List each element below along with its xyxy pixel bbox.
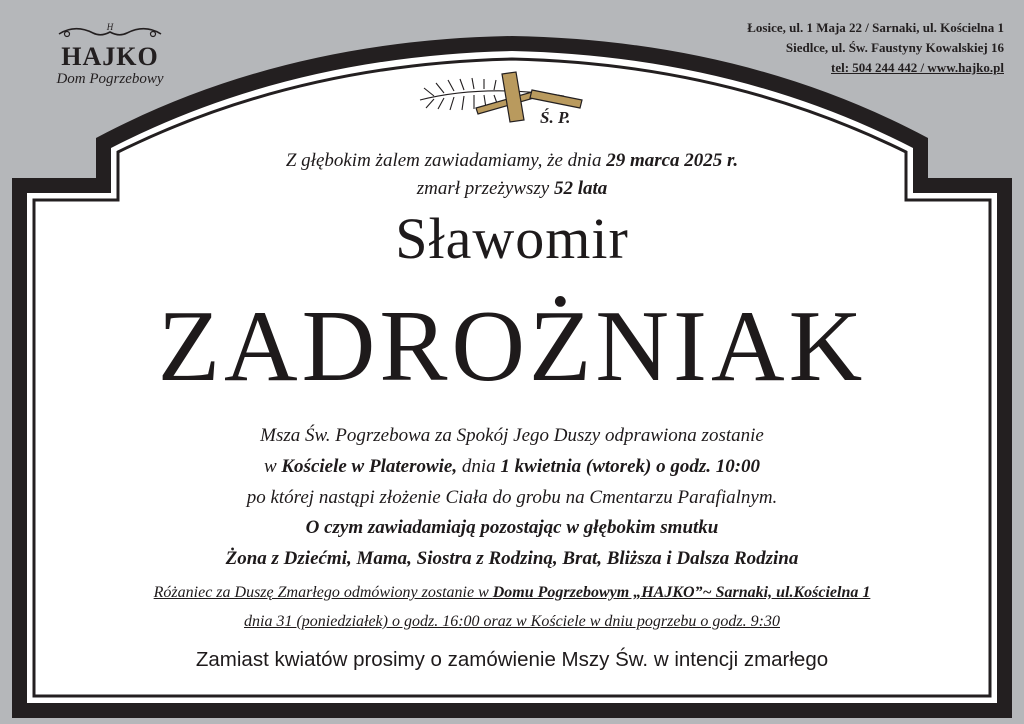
age-text: zmarł przeżywszy (416, 178, 554, 199)
age-value: 52 lata (553, 178, 608, 199)
mass-prefix: w (263, 456, 282, 477)
intro-text: Z głębokim żalem zawiadamiamy, że dnia (285, 150, 607, 171)
death-announcement (60, 147, 964, 203)
logo-name: HAJKO (61, 42, 159, 71)
funeral-home-logo (30, 22, 190, 88)
mass-line3: po której nastąpi złożenie Ciała do grobu na Cmentarzu Parafialnym. (246, 487, 778, 508)
contact-info (747, 18, 1004, 78)
mourners-list: Żona z Dziećmi, Mama, Siostra z Rodziną, Brat, Bliższa i Dalsza Rodzina (225, 548, 799, 569)
mass-datetime: 1 kwietnia (wtorek) o godz. 10:00 (500, 456, 761, 477)
mourners-block (60, 512, 964, 574)
rosary-info (60, 578, 964, 636)
logo-subtitle: Dom Pogrzebowy (56, 71, 164, 87)
deceased-first-name: Sławomir (395, 206, 629, 271)
notify-line: O czym zawiadamiają pozostając w głębokim smutku (305, 517, 719, 538)
rosary-place: Domu Pogrzebowym „HAJKO”~ Sarnaki, ul.Kościelna 1 (492, 584, 871, 601)
intro-line2 (60, 175, 964, 203)
mass-place: Kościele w Platerowie, (281, 456, 458, 477)
mass-line1: Msza Św. Pogrzebowa za Spokój Jego Duszy odprawiona zostanie (260, 425, 764, 446)
contact-addresses-line2: Siedlce, ul. Św. Faustyny Kowalskiej 16 (785, 40, 1004, 55)
rosary-prefix: Różaniec za Duszę Zmarłego odmówiony zostanie w (153, 584, 493, 601)
intro-line1 (60, 147, 964, 175)
contact-addresses-line1: Łosice, ul. 1 Maja 22 / Sarnaki, ul. Kościelna 1 (747, 20, 1004, 35)
funeral-mass-info (60, 420, 964, 513)
mass-mid: dnia (457, 456, 501, 477)
rosary-line1 (60, 578, 964, 607)
date-of-death: 29 marca 2025 r. (606, 150, 739, 171)
contact-phone-web: tel: 504 244 442 / www.hajko.pl (831, 60, 1004, 75)
mass-line2 (60, 451, 964, 482)
ornament-icon (55, 22, 165, 42)
rosary-line2: dnia 31 (poniedziałek) o godz. 16:00 oraz w Kościele w dniu pogrzebu o godz. 9:30 (244, 613, 780, 630)
deceased-surname: ZADROŻNIAK (157, 290, 867, 403)
sp-initials: Ś. P. (540, 108, 571, 127)
flowers-request: Zamiast kwiatów prosimy o zamówienie Mszy Św. w intencji zmarłego (195, 648, 829, 671)
logo-top-mark: H (106, 22, 114, 32)
